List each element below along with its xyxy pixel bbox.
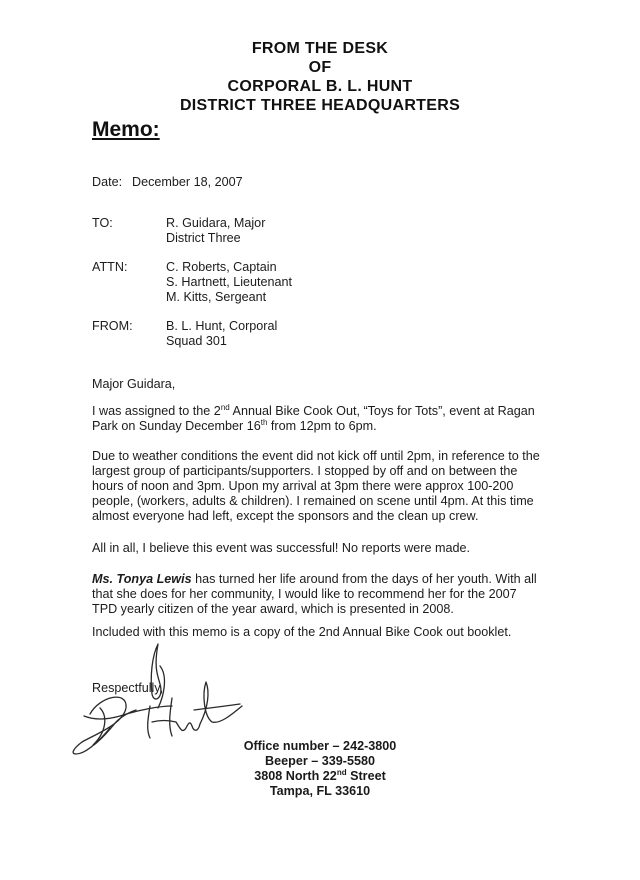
from-line-2: Squad 301 [166, 334, 227, 348]
from-line-1: B. L. Hunt, Corporal [166, 319, 278, 333]
paragraph-assignment: I was assigned to the 2nd Annual Bike Cook Out, “Toys for Tots”, event at Ragan Park on Sunday December 16th from 12pm to 6pm. [92, 402, 535, 433]
closing: Respectfully, [92, 681, 164, 695]
header-line-of: OF [308, 59, 332, 76]
street-address: 3808 North 22nd Street [254, 767, 386, 783]
header-line-from-the-desk: FROM THE DESK [251, 40, 389, 57]
memo-title: Memo: [92, 118, 160, 141]
paragraph-summary: All in all, I believe this event was successful! No reports were made. [92, 541, 470, 555]
attn-label: ATTN: [92, 260, 128, 274]
paragraph-line: people, (workers, adults & children). I remained on scene until 4pm. At this time [92, 494, 534, 508]
beeper-number: Beeper – 339-5580 [265, 754, 375, 768]
attn-line-1: C. Roberts, Captain [166, 260, 277, 274]
attn-line-2: S. Hartnett, Lieutenant [166, 275, 293, 289]
header-line-district: DISTRICT THREE HEADQUARTERS [179, 97, 461, 114]
header-line-name: CORPORAL B. L. HUNT [227, 78, 413, 95]
paragraph-line: largest group of participants/supporters. I stopped by off and on between the [92, 464, 518, 478]
date-value: December 18, 2007 [132, 175, 243, 189]
salutation: Major Guidara, [92, 377, 176, 391]
paragraph-booklet: Included with this memo is a copy of the 2nd Annual Bike Cook out booklet. [92, 625, 512, 639]
paragraph-line: almost everyone had left, except the sponsors and the clean up crew. [92, 509, 479, 523]
to-line-2: District Three [166, 231, 241, 245]
office-contact-block [0, 739, 640, 799]
attn-line-3: M. Kitts, Sergeant [166, 290, 267, 304]
date-label: Date: [92, 175, 123, 189]
to-line-1: R. Guidara, Major [166, 216, 266, 230]
office-number: Office number – 242-3800 [243, 739, 397, 753]
city-state-zip: Tampa, FL 33610 [269, 784, 371, 798]
to-label: TO: [92, 216, 113, 230]
highlighted-name: Ms. Tonya Lewis [92, 572, 192, 586]
from-label: FROM: [92, 319, 133, 333]
paragraph-line: hours of noon and 3pm. Upon my arrival at 3pm there were approx 100-200 [92, 479, 514, 493]
paragraph-recommendation: Ms. Tonya Lewis has turned her life around from the days of her youth. With all that she does for her community, I would like to recommend her for the 2007 TPD yearly citizen of the year award, which is presented in 2008. [92, 572, 537, 616]
paragraph-line: Due to weather conditions the event did not kick off until 2pm, in reference to the [92, 449, 540, 463]
paragraph-weather [92, 449, 572, 524]
